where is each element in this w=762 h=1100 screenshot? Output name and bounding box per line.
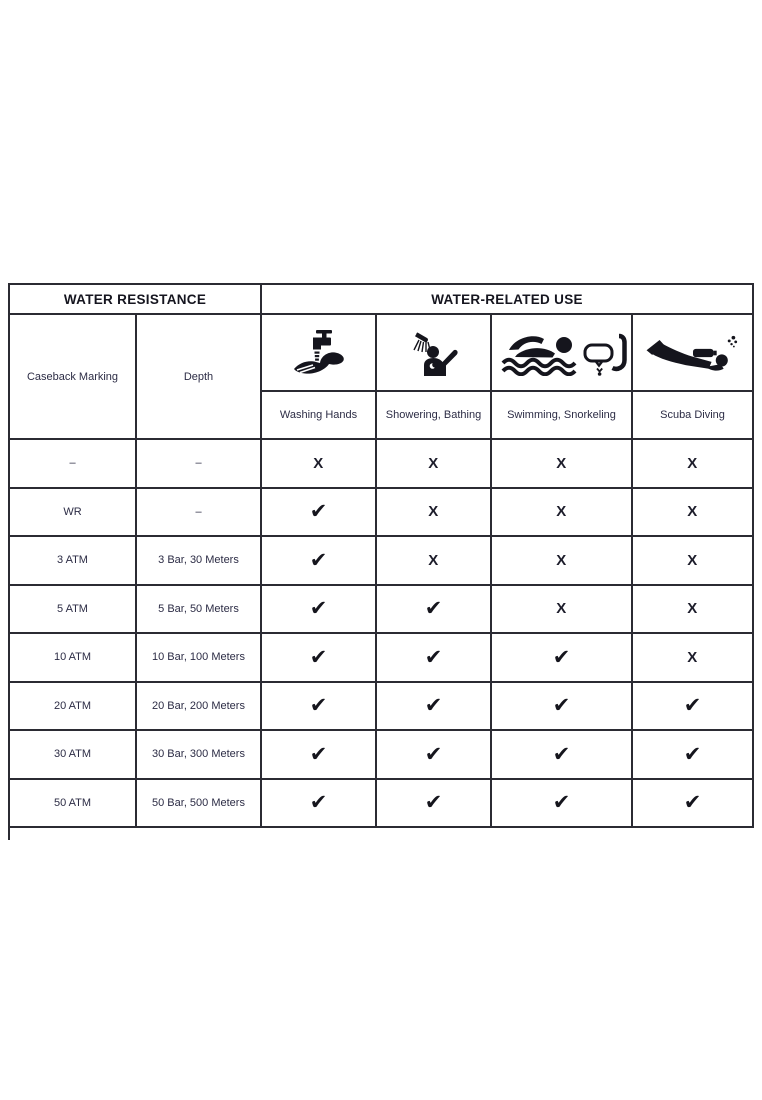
check-icon: ✔ (376, 585, 491, 634)
check-icon: ✔ (261, 779, 376, 828)
washing-hands-icon (262, 330, 375, 376)
swimming-snorkeling-icon-cell (491, 314, 632, 391)
washing-hands-label: Washing Hands (261, 391, 376, 439)
depth-cell: 20 Bar, 200 Meters (136, 682, 261, 731)
scuba-diving-icon-cell (632, 314, 753, 391)
caseback-marking-cell: 20 ATM (9, 682, 136, 731)
scuba-diving-label: Scuba Diving (632, 391, 753, 439)
x-icon: X (491, 488, 632, 537)
caseback-marking-cell: 50 ATM (9, 779, 136, 828)
x-icon: X (632, 439, 753, 488)
x-icon: X (632, 585, 753, 634)
caseback-marking-cell: 10 ATM (9, 633, 136, 682)
depth-cell: 30 Bar, 300 Meters (136, 730, 261, 779)
caseback-marking-cell: 3 ATM (9, 536, 136, 585)
swimming-snorkeling-icon (492, 330, 631, 376)
table-row (9, 779, 753, 828)
check-icon: ✔ (491, 779, 632, 828)
check-icon: ✔ (261, 682, 376, 731)
caseback-marking-cell: WR (9, 488, 136, 537)
check-icon: ✔ (376, 779, 491, 828)
check-icon: ✔ (261, 633, 376, 682)
icon-header-row (9, 314, 753, 391)
table-row (9, 536, 753, 585)
water-related-use-header: WATER-RELATED USE (261, 284, 753, 314)
table-row (9, 682, 753, 731)
depth-cell: 5 Bar, 50 Meters (136, 585, 261, 634)
x-icon: X (376, 439, 491, 488)
table-row (9, 585, 753, 634)
check-icon: ✔ (261, 488, 376, 537)
group-header-row (9, 284, 753, 314)
check-icon: ✔ (632, 779, 753, 828)
water-resistance-table (8, 283, 754, 828)
x-icon: X (632, 536, 753, 585)
depth-cell: 3 Bar, 30 Meters (136, 536, 261, 585)
x-icon: X (376, 488, 491, 537)
water-resistance-header: WATER RESISTANCE (9, 284, 261, 314)
check-icon: ✔ (632, 730, 753, 779)
showering-bathing-icon-cell (376, 314, 491, 391)
check-icon: ✔ (376, 633, 491, 682)
x-icon: X (632, 633, 753, 682)
x-icon: X (491, 585, 632, 634)
depth-cell: – (136, 488, 261, 537)
x-icon: X (261, 439, 376, 488)
caseback-marking-column-header: Caseback Marking (9, 314, 136, 439)
caseback-marking-cell: 30 ATM (9, 730, 136, 779)
table-body (9, 439, 753, 827)
check-icon: ✔ (632, 682, 753, 731)
table-row (9, 633, 753, 682)
scuba-diving-icon (633, 330, 752, 376)
check-icon: ✔ (376, 730, 491, 779)
swimming-snorkeling-label: Swimming, Snorkeling (491, 391, 632, 439)
caseback-marking-cell: 5 ATM (9, 585, 136, 634)
check-icon: ✔ (261, 730, 376, 779)
check-icon: ✔ (376, 682, 491, 731)
showering-bathing-icon (377, 330, 490, 376)
check-icon: ✔ (491, 633, 632, 682)
x-icon: X (376, 536, 491, 585)
table-row (9, 730, 753, 779)
check-icon: ✔ (491, 730, 632, 779)
depth-cell: – (136, 439, 261, 488)
depth-cell: 50 Bar, 500 Meters (136, 779, 261, 828)
x-icon: X (632, 488, 753, 537)
depth-column-header: Depth (136, 314, 261, 439)
table-row (9, 488, 753, 537)
x-icon: X (491, 536, 632, 585)
showering-bathing-label: Showering, Bathing (376, 391, 491, 439)
partial-row-edge (8, 827, 10, 840)
check-icon: ✔ (491, 682, 632, 731)
check-icon: ✔ (261, 585, 376, 634)
depth-cell: 10 Bar, 100 Meters (136, 633, 261, 682)
x-icon: X (491, 439, 632, 488)
table-row (9, 439, 753, 488)
caseback-marking-cell: – (9, 439, 136, 488)
washing-hands-icon-cell (261, 314, 376, 391)
check-icon: ✔ (261, 536, 376, 585)
